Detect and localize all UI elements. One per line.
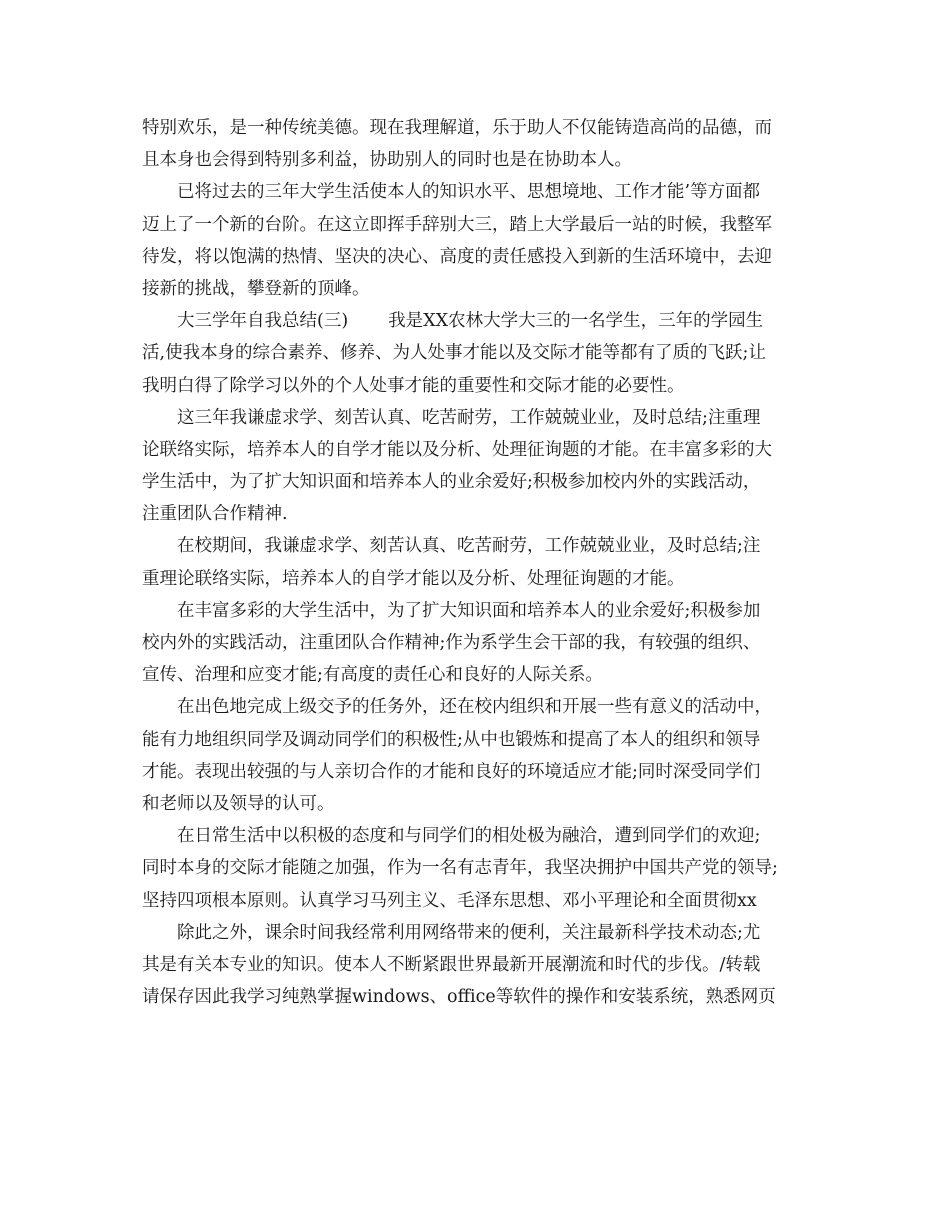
text-line: 活,使我本身的综合素养、修养、为人处事才能以及交际才能等都有了质的飞跃;让: [142, 343, 766, 364]
text-line: 特别欢乐，是一种传统美德。现在我理解道，乐于助人不仅能铸造高尚的品德，而: [142, 118, 772, 138]
text-line: 且本身也会得到特别多利益，协助别人的同时也是在协助本人。: [142, 150, 632, 171]
text-line: 坚持四项根本原则。认真学习马列主义、毛泽东思想、邓小平理论和全面贯彻xx: [142, 890, 757, 911]
text-line: 迈上了一个新的台阶。在这立即挥手辞别大三，踏上大学最后一站的时候，我整军: [142, 214, 772, 235]
text-line: 接新的挑战，攀登新的顶峰。: [142, 278, 370, 299]
text-line: 校内外的实践活动，注重团队合作精神;作为系学生会干部的我，有较强的组织、: [142, 633, 761, 653]
text-line: 其是有关本专业的知识。使本人不断紧跟世界最新开展潮流和时代的步伐。/转载: [142, 954, 761, 975]
paragraph-start-line: 在出色地完成上级交予的任务外，还在校内组织和开展一些有意义的活动中，: [177, 697, 772, 718]
text-line: 注重团队合作精神.: [142, 504, 288, 525]
document-body: [142, 112, 822, 1013]
section-heading: 大三学年自我总结(三): [177, 311, 349, 332]
paragraph-start-line: 除此之外，课余时间我经常利用网络带来的便利，关注最新科学技术动态;尤: [177, 922, 761, 943]
paragraph-start-line: 已将过去的三年大学生活使本人的知识水平、思想境地、工作才能’等方面都: [177, 182, 761, 203]
text-line: 和老师以及领导的认可。: [142, 793, 335, 814]
section-heading-line: [142, 305, 822, 337]
text-line: 论联络实际，培养本人的自学才能以及分析、处理征询题的才能。在丰富多彩的大: [142, 439, 772, 460]
text-line: 我明白得了除学习以外的个人处事才能的重要性和交际才能的必要性。: [142, 375, 685, 396]
text-line: 请保存因此我学习纯熟掌握windows、office等软件的操作和安装系统，熟悉网页: [142, 987, 776, 1008]
paragraph-start-line: 在日常生活中以积极的态度和与同学们的相处极为融洽，遭到同学们的欢迎;: [177, 826, 761, 847]
paragraph-start-line: 在校期间，我谦虚求学、刻苦认真、吃苦耐劳，工作兢兢业业，及时总结;注: [177, 536, 761, 557]
paragraph-start-line: 在丰富多彩的大学生活中，为了扩大知识面和培养本人的业余爱好;积极参加: [177, 600, 761, 621]
paragraph-start-line: 这三年我谦虚求学、刻苦认真、吃苦耐劳，工作兢兢业业，及时总结;注重理: [177, 407, 761, 428]
text-line: 宣传、治理和应变才能;有高度的责任心和良好的人际关系。: [142, 665, 603, 686]
text-line: 学生活中，为了扩大知识面和培养本人的业余爱好;积极参加校内外的实践活动，: [142, 472, 761, 493]
text-line: 待发，将以饱满的热情、坚决的决心、高度的责任感投入到新的生活环境中，去迎: [142, 246, 772, 267]
text-line: 重理论联络实际，培养本人的自学才能以及分析、处理征询题的才能。: [142, 568, 685, 589]
text-line: 能有力地组织同学及调动同学们的积极性;从中也锻炼和提高了本人的组织和领导: [142, 729, 761, 750]
text-line: 才能。表现出较强的与人亲切合作的才能和良好的环境适应才能;同时深受同学们: [142, 761, 761, 782]
text-line: 同时本身的交际才能随之加强，作为一名有志青年，我坚决拥护中国共产党的领导;: [142, 858, 778, 879]
section-heading-continuation: 我是XX农林大学大三的一名学生，三年的学园生: [388, 311, 764, 332]
